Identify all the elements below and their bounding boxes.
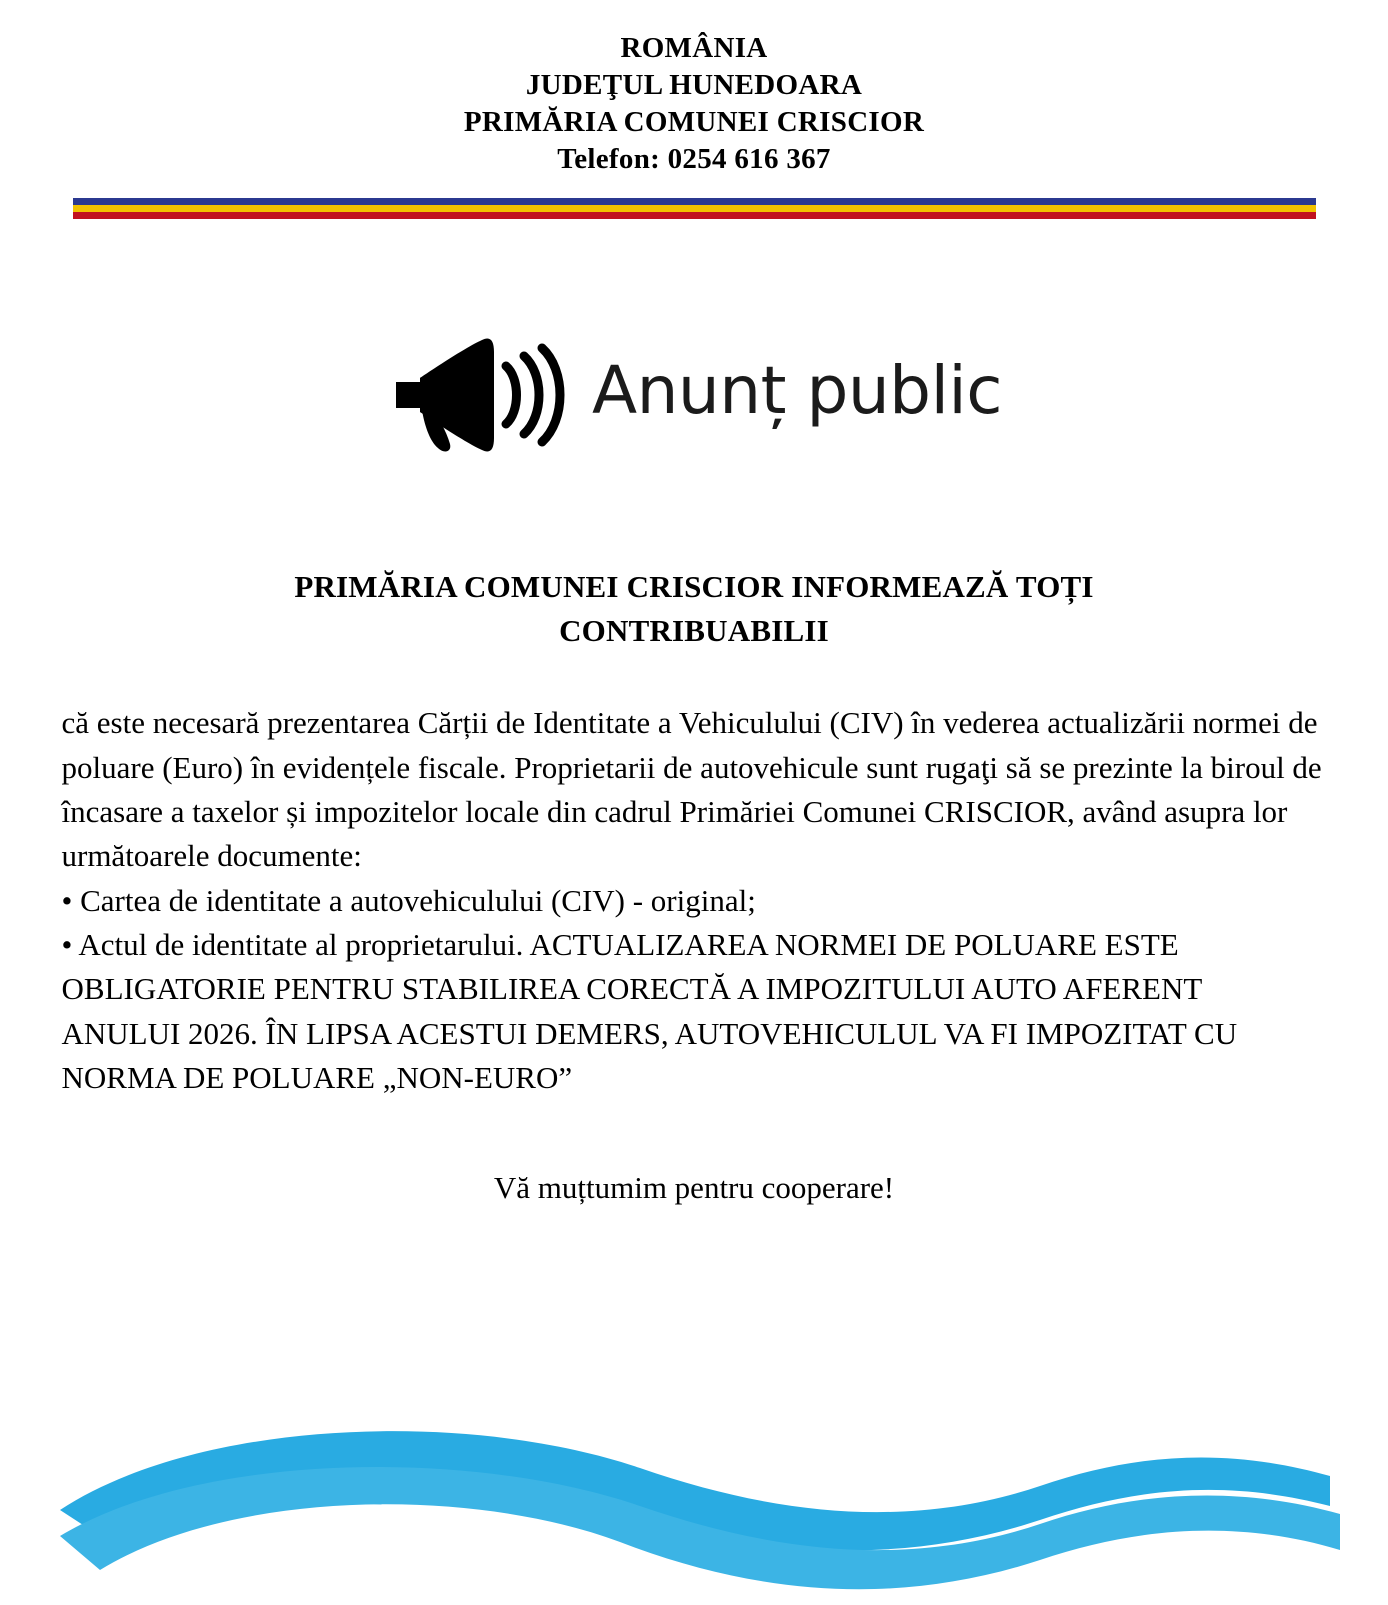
megaphone-icon [386,330,566,460]
header-line-country: ROMÂNIA [620,32,768,64]
anunt-public-label: Anunț public [591,352,1003,430]
body-paragraph-intro: că este necesară prezentarea Cărții de Identitate a Vehiculului (CIV) în vederea actualizării normei de poluare (Euro) în evidențele fiscale. Proprietarii de autovehicule sunt rugaţi să se prezinte la biroul de încasare a taxelor și impozitelor locale din cadrul Primăriei Comunei CRISCIOR, având asupra lor următoarele documente: [61,705,1322,874]
anunt-public-logo [0,330,1388,460]
page-title: PRIMĂRIA COMUNEI CRISCIOR INFORMEAZĂ TOȚI CONTRIBUABILII [294,569,1094,649]
document-header [0,0,1388,178]
body-bullet-2: • Actul de identitate al proprietarului. ACTUALIZAREA NORMEI DE POLUARE ESTE OBLIGATORIE PENTRU STABILIREA CORECTĂ A IMPOZITULUI AUTO AFERENT ANULUI 2026. ÎN LIPSA ACESTUI DEMERS, AUTOVEHICULUL VA FI IMPOZITAT CU NORMA DE POLUARE „NON-EURO” [61,927,1238,1096]
closing-note: Vă muțtumim pentru cooperare! [493,1170,895,1206]
header-line-institution: PRIMĂRIA COMUNEI CRISCIOR [463,106,925,139]
document-body [62,701,1327,1100]
tricolor-band-red [73,212,1316,219]
tricolor-band-blue [73,198,1316,205]
body-bullet-1: • Cartea de identitate a autovehiculului (CIV) - original; [61,882,756,918]
tricolor-divider [73,198,1316,220]
header-line-county: JUDEŢUL HUNEDOARA [525,69,863,102]
footer-wave-decoration [0,1390,1388,1600]
header-line-phone: Telefon: 0254 616 367 [557,143,831,176]
tricolor-band-yellow [73,205,1316,212]
